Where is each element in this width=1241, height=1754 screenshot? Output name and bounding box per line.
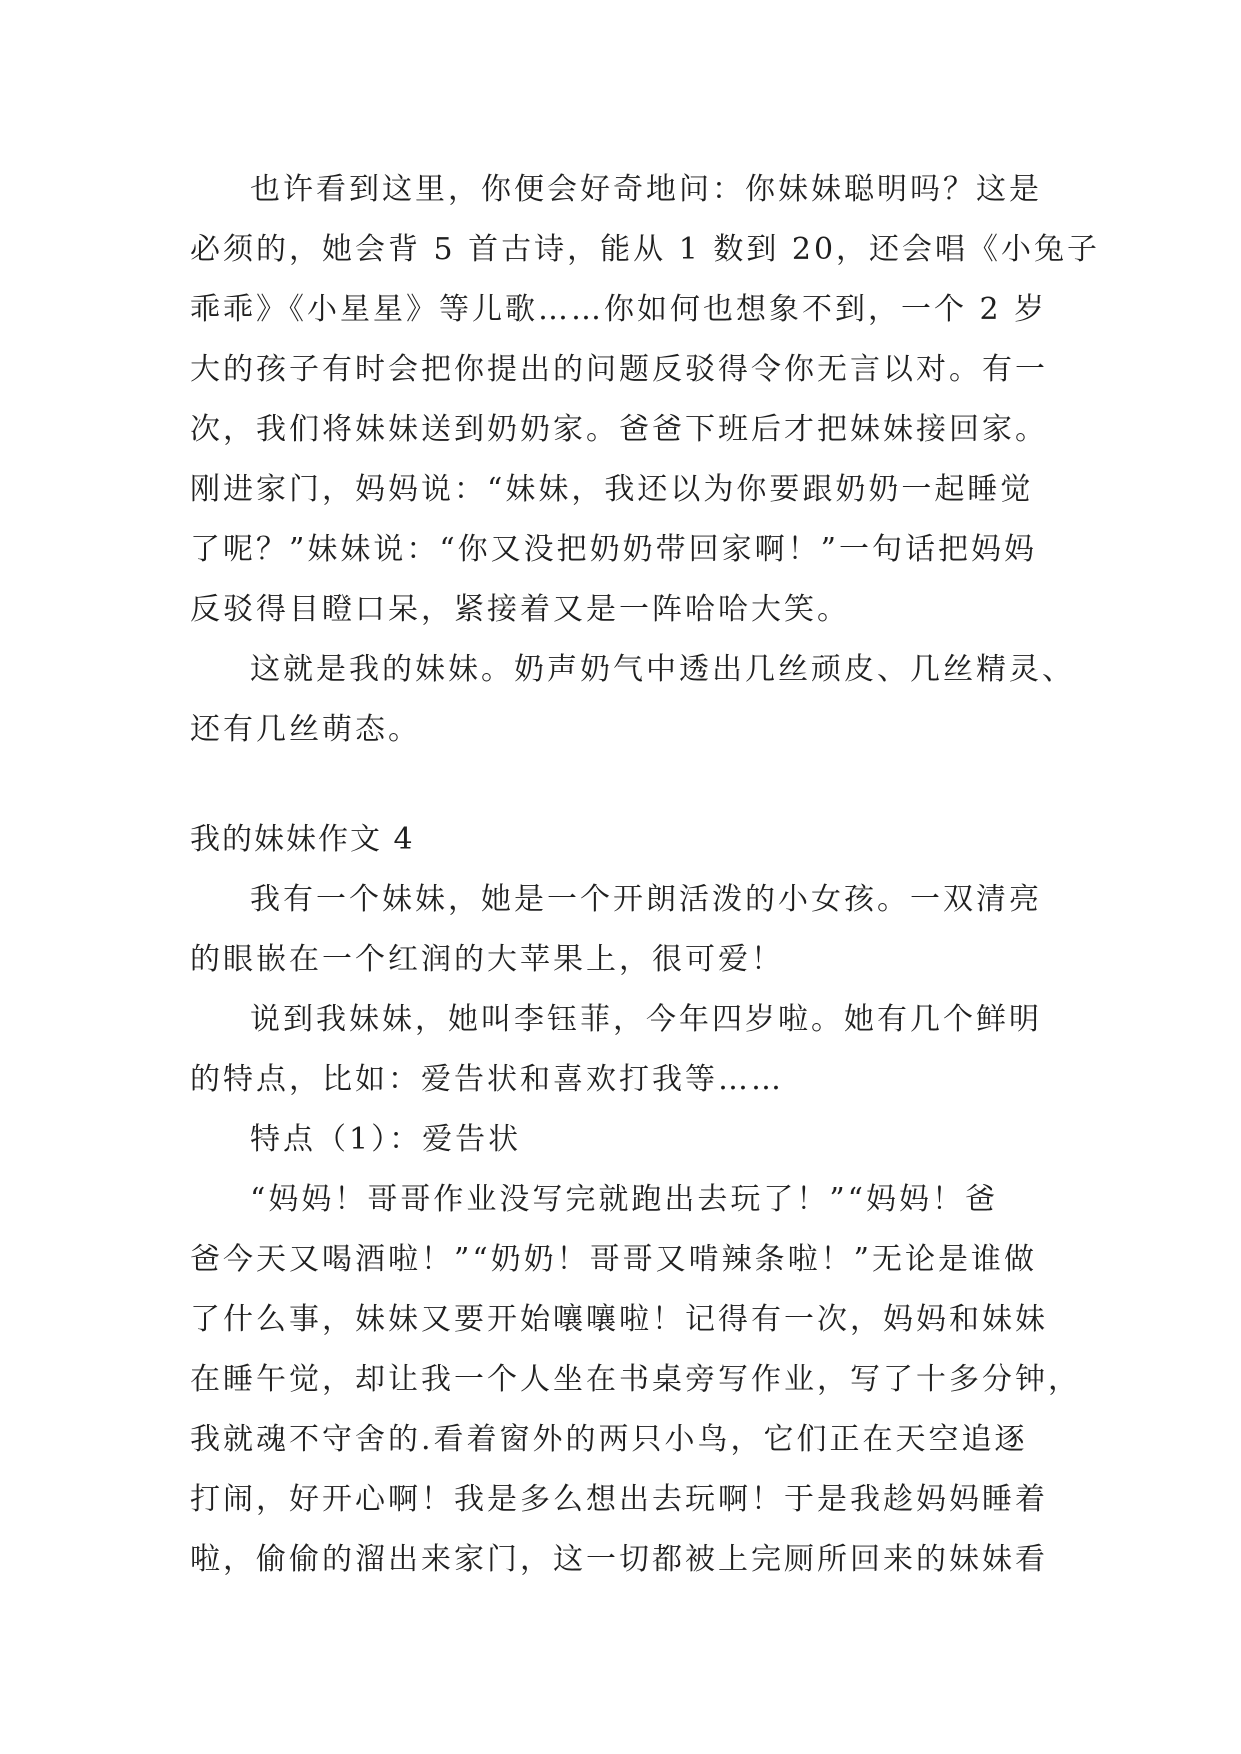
document-page (190, 160, 1101, 1590)
paragraph-line: 在睡午觉，却让我一个人坐在书桌旁写作业，写了十多分钟， (190, 1362, 1081, 1397)
paragraph-line: 乖乖》《小星星》等儿歌……你如何也想象不到，一个 2 岁 (190, 292, 1048, 327)
paragraph-line: 这就是我的妹妹。奶声奶气中透出几丝顽皮、几丝精灵、 (250, 652, 1075, 687)
paragraph-line: 我有一个妹妹，她是一个开朗活泼的小女孩。一双清亮 (250, 882, 1042, 917)
essay-section-3-continued (190, 160, 1101, 760)
section-title: 我的妹妹作文 4 (190, 822, 415, 857)
paragraph-line: 说到我妹妹，她叫李钰菲，今年四岁啦。她有几个鲜明 (250, 1002, 1042, 1037)
paragraph-line: 的眼嵌在一个红润的大苹果上，很可爱！ (190, 942, 784, 977)
subheading-line: 特点（1）：爱告状 (250, 1122, 522, 1157)
paragraph-line: 大的孩子有时会把你提出的问题反驳得令你无言以对。有一 (190, 352, 1048, 387)
paragraph-line: 必须的，她会背 5 首古诗，能从 1 数到 20，还会唱《小兔子 (190, 232, 1101, 267)
paragraph-line: 我就魂不守舍的.看着窗外的两只小鸟，它们正在天空追逐 (190, 1422, 1028, 1457)
paragraph-line: 了什么事，妹妹又要开始嚷嚷啦！记得有一次，妈妈和妹妹 (190, 1302, 1048, 1337)
paragraph-line: 啦，偷偷的溜出来家门，这一切都被上完厕所回来的妹妹看 (190, 1542, 1048, 1577)
paragraph-line: 了呢？”妹妹说：“你又没把奶奶带回家啊！”一句话把妈妈 (190, 532, 1038, 567)
section-gap (190, 760, 1060, 810)
paragraph-line: 打闹，好开心啊！我是多么想出去玩啊！于是我趁妈妈睡着 (190, 1482, 1048, 1517)
paragraph-line: 爸今天又喝酒啦！”“奶奶！哥哥又啃辣条啦！”无论是谁做 (190, 1242, 1038, 1277)
paragraph-line: 还有几丝萌态。 (190, 712, 421, 747)
paragraph-line: “妈妈！哥哥作业没写完就跑出去玩了！”“妈妈！爸 (250, 1182, 999, 1217)
paragraph-line: 反驳得目瞪口呆，紧接着又是一阵哈哈大笑。 (190, 592, 850, 627)
essay-section-4 (190, 810, 1081, 1590)
paragraph-line: 也许看到这里，你便会好奇地问：你妹妹聪明吗？这是 (250, 172, 1042, 207)
paragraph-line: 刚进家门，妈妈说：“妹妹，我还以为你要跟奶奶一起睡觉 (190, 472, 1034, 507)
paragraph-line: 的特点，比如：爱告状和喜欢打我等…… (190, 1062, 784, 1097)
paragraph-line: 次，我们将妹妹送到奶奶家。爸爸下班后才把妹妹接回家。 (190, 412, 1048, 447)
